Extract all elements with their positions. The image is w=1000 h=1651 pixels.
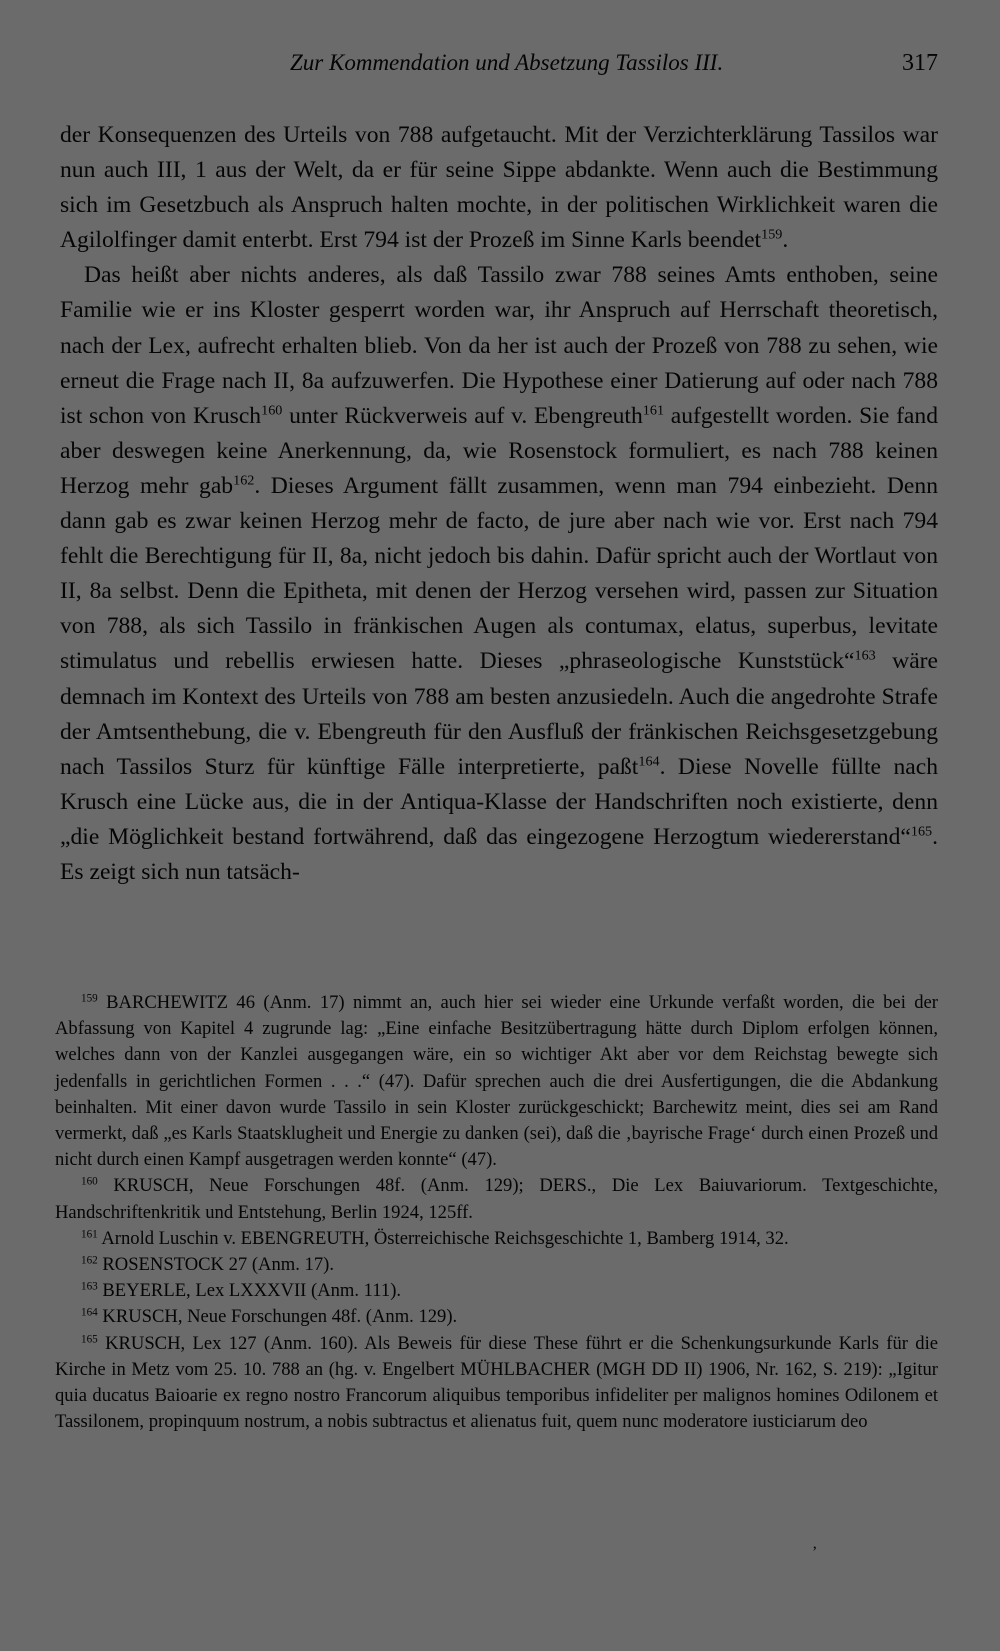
- paragraph-2-text-f: . Diese Novelle füllte nach Krusch eine Lücke aus, die in der Antiqua-Klasse der Handschriften noch existierte, denn „die Möglichkeit bestand fortwährend, daß das eingezogene Herzogtum wiedererstand“: [60, 753, 938, 850]
- paragraph-2-text-c: aufgestellt worden. Sie fand aber deswegen keine Anerkennung, da, wie Rosenstock formuliert, es nach 788 keinen Herzog mehr gab: [60, 402, 938, 499]
- footnotes: [55, 990, 938, 1435]
- footnote-text: KRUSCH, Neue Forschungen 48f. (Anm. 129); DERS., Die Lex Baiuvariorum. Textgeschichte, Handschriftenkritik und Entstehung, Berlin 1924, 125ff.: [55, 1175, 938, 1223]
- paragraph-2-text-b: unter Rückverweis auf v. Ebengreuth: [282, 402, 643, 429]
- footnote-number: 163: [81, 1280, 98, 1293]
- stray-mark: ʼ: [812, 1544, 818, 1561]
- running-header: [60, 50, 938, 82]
- footnote-text: ROSENSTOCK 27 (Anm. 17).: [102, 1254, 334, 1276]
- footnote-ref-161: 161: [642, 402, 665, 419]
- page-number: 317: [902, 50, 938, 76]
- paragraph-1: [60, 118, 938, 258]
- footnote-ref-165: 165: [910, 823, 933, 840]
- footnote-ref-163: 163: [854, 647, 876, 664]
- footnote-number: 162: [81, 1254, 98, 1267]
- paragraph-2-text-e: wäre demnach im Kontext des Urteils von 788 am besten anzusiedeln. Auch die angedrohte Strafe der Amtsenthebung, die v. Ebengreuth für den Ausfluß der fränkischen Reichsgesetzgebung nach Tassilos Sturz für künftige Fälle interpretierte, paßt: [60, 648, 938, 780]
- footnote-ref-164: 164: [638, 753, 660, 770]
- footnote-162: [55, 1252, 938, 1278]
- paragraph-2-text-d: . Dieses Argument fällt zusammen, wenn man 794 einbezieht. Denn dann gab es zwar keinen Herzog mehr de facto, de jure aber nach wie vor. Erst nach 794 fehlt die Berechtigung für II, 8a, nicht jedoch bis dahin. Dafür spricht auch der Wortlaut von II, 8a selbst. Denn die Epitheta, mit denen der Herzog versehen wird, passen zur Situation von 788, als sich Tassilo in fränkischen Augen als contumax, elatus, superbus, levitate stimulatus und rebellis erwiesen hatte. Dieses „phraseologische Kunststück“: [60, 472, 938, 675]
- footnote-161: [55, 1226, 938, 1252]
- footnote-text: BARCHEWITZ 46 (Anm. 17) nimmt an, auch hier sei wieder eine Urkunde verfaßt worden, die bei der Abfassung von Kapitel 4 zugrunde lag: „Eine einfache Besitzübertragung hätte durch Diplom erfolgen können, welches dann von der Kanzlei ausgegangen wäre, ein so wichtiger Akt aber vor dem Reichstag bewegte sich jedenfalls in gerichtlichen Formen . . .“ (47). Dafür sprechen auch die drei Ausfertigungen, die die Abdankung beinhalten. Mit einer davon wurde Tassilo in sein Kloster zurückgeschickt; Barchewitz meint, dies sei am Rand vermerkt, daß „es Karls Staatsklugheit und Energie zu danken (sei), daß die ‚bayrische Frage‘ durch einen Prozeß und nicht durch einen Kampf ausgetragen werden konnte“ (47).: [55, 992, 938, 1171]
- footnote-number: 160: [81, 1175, 98, 1188]
- footnote-number: 159: [81, 992, 98, 1005]
- footnote-ref-160: 160: [261, 402, 283, 419]
- footnote-ref-162: 162: [233, 472, 255, 489]
- footnote-165: [55, 1331, 938, 1436]
- footnote-163: [55, 1278, 938, 1304]
- footnote-number: 161: [81, 1228, 98, 1241]
- footnote-text: Arnold Luschin v. EBENGREUTH, Österreichische Reichsgeschichte 1, Bamberg 1914, 32.: [101, 1227, 789, 1249]
- footnote-160: [55, 1173, 938, 1225]
- paragraph-2-text-g: . Es zeigt sich nun tatsäch-: [60, 823, 938, 885]
- paragraph-2-text-a: Das heißt aber nichts anderes, als daß Tassilo zwar 788 seines Amts enthoben, seine Familie wie er ins Kloster gesperrt worden war, ihr Anspruch auf Herrschaft theoretisch, nach der Lex, aufrecht erhalten blieb. Von da her ist auch der Prozeß von 788 zu sehen, wie erneut die Frage nach II, 8a aufzuwerfen. Die Hypothese einer Datierung auf oder nach 788 ist schon von Krusch: [60, 262, 938, 429]
- footnote-ref-159: 159: [761, 226, 783, 243]
- main-text: [60, 118, 938, 890]
- paragraph-2: [60, 258, 938, 890]
- footnote-text: BEYERLE, Lex LXXXVII (Anm. 111).: [102, 1280, 402, 1302]
- footnote-number: 165: [81, 1332, 98, 1345]
- footnote-164: [55, 1304, 938, 1330]
- footnote-number: 164: [81, 1306, 98, 1319]
- footnote-text: KRUSCH, Neue Forschungen 48f. (Anm. 129).: [102, 1306, 458, 1328]
- paragraph-1-text: der Konsequenzen des Urteils von 788 aufgetaucht. Mit der Verzichterklärung Tassilos war nun auch III, 1 aus der Welt, da er für seine Sippe abdankte. Wenn auch die Bestimmung sich im Gesetzbuch als Anspruch halten mochte, in der politischen Wirklichkeit waren die Agilolfinger damit enterbt. Erst 794 ist der Prozeß im Sinne Karls beendet: [60, 122, 938, 254]
- running-title: Zur Kommendation und Absetzung Tassilos III.: [290, 50, 724, 75]
- footnote-159: [55, 990, 938, 1173]
- paragraph-1-end: .: [782, 227, 789, 254]
- footnote-text: KRUSCH, Lex 127 (Anm. 160). Als Beweis für diese These führt er die Schenkungsurkunde Karls für die Kirche in Metz vom 25. 10. 788 an (hg. v. Engelbert MÜHLBACHER (MGH DD II) 1906, Nr. 162, S. 219): „Igitur quia ducatus Baioarie ex regno nostro Francorum aliquibus temporibus infideliter per malignos homines Odilonem et Tassilonem, propinquum nostrum, a nobis subtractus et alienatus fuit, quem nunc moderatore iusticiarum deo: [55, 1332, 939, 1433]
